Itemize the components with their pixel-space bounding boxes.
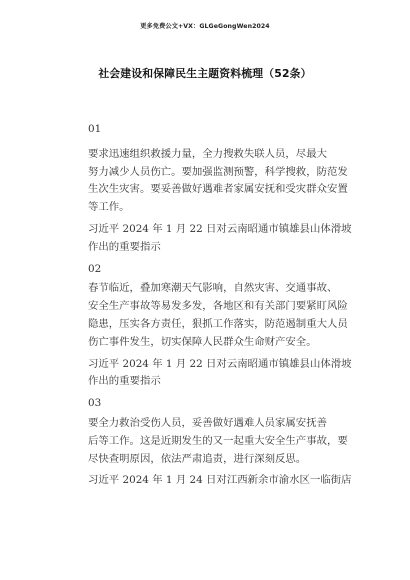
section-3	[88, 395, 352, 490]
source-line: 作出的重要指示	[88, 240, 161, 253]
source-line: 习近平 2024 年 1 月 22 日对云南昭通市镇雄县山体滑坡	[88, 357, 352, 370]
section-body	[88, 280, 348, 351]
source-line: 作出的重要指示	[88, 375, 161, 388]
section-2	[88, 261, 352, 392]
source-line: 习近平 2024 年 1 月 24 日对江西新余市渝水区一临街店	[88, 474, 352, 487]
body-line: 后等工作。这是近期发生的又一起重大安全生产事故，要	[88, 434, 348, 447]
document-title: 社会建设和保障民生主题资料梳理（52条）	[98, 67, 312, 80]
source-line: 习近平 2024 年 1 月 22 日对云南昭通市镇雄县山体滑坡	[88, 222, 352, 235]
body-line: 尽快查明原因，依法严肃追责，进行深刻反思。	[88, 452, 307, 465]
body-line: 伤亡事件发生，切实保障人民群众生命财产安全。	[88, 335, 317, 348]
section-number: 02	[88, 262, 102, 275]
section-body	[88, 146, 348, 217]
document-body	[88, 121, 352, 490]
body-line: 要全力救治受伤人员，妥善做好遇难人员家属安抚善	[88, 416, 327, 429]
body-line: 隐患，压实各方责任，狠抓工作落实，防范遏制重大人员	[88, 317, 348, 330]
section-1	[88, 121, 352, 257]
body-line: 要求迅速组织救援力量，全力搜救失联人员，尽最大	[88, 147, 327, 160]
body-line: 努力减少人员伤亡。要加强监测预警，科学搜救，防范发	[88, 165, 348, 178]
section-body	[88, 415, 348, 468]
body-line: 生次生灾害。要妥善做好遇难者家属安抚和受灾群众安置	[88, 183, 348, 196]
body-line: 等工作。	[88, 201, 130, 214]
section-number: 03	[88, 397, 102, 410]
section-source	[88, 472, 352, 490]
body-line: 春节临近，叠加寒潮天气影响，自然灾害、交通事故、	[88, 282, 338, 295]
section-number: 01	[88, 123, 102, 135]
section-source	[88, 356, 352, 392]
body-line: 安全生产事故等易发多发，各地区和有关部门要紧盯风险	[88, 300, 348, 313]
section-source	[88, 221, 352, 257]
header-note: 更多免费公文+VX：GLGeGongWen2024	[140, 23, 270, 30]
